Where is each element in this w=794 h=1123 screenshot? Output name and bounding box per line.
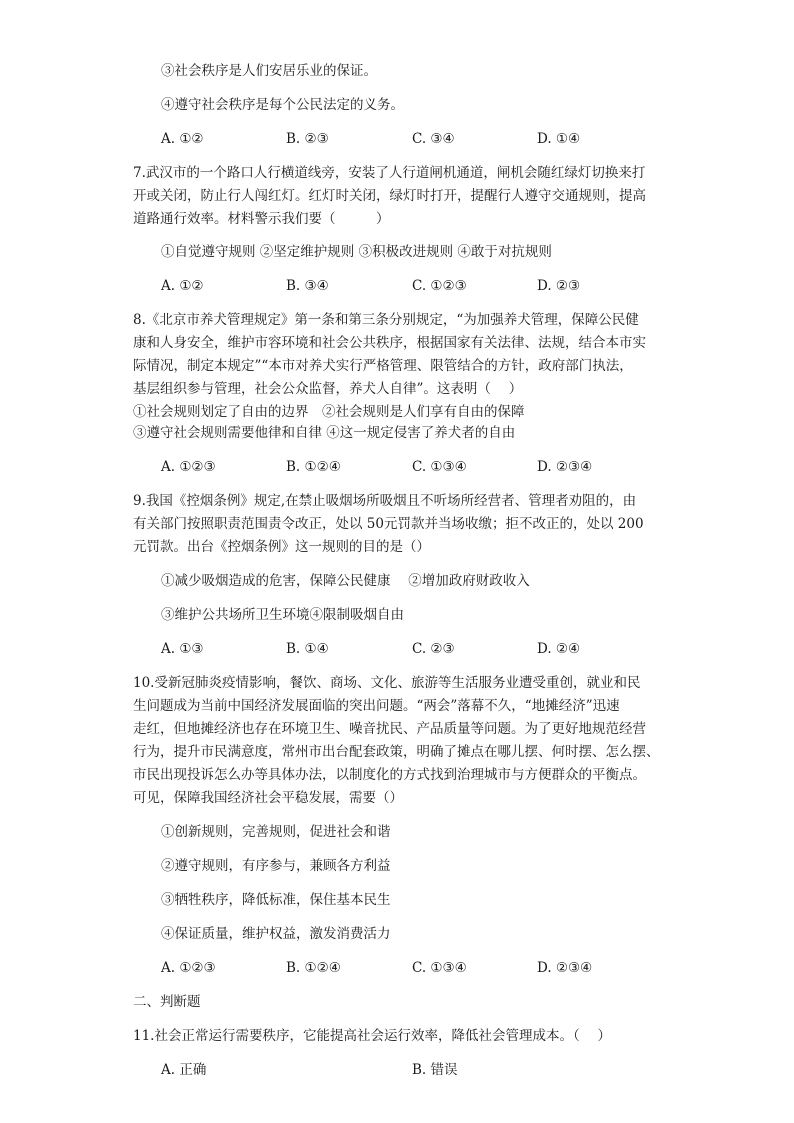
q6-option-d: D. ①④ [537, 131, 581, 147]
q7-option-b: B. ③④ [286, 278, 329, 294]
q7-option-a: A. ①② [161, 278, 204, 294]
q10-option-a: A. ①②③ [161, 960, 216, 976]
q8-line-4: 基层组织参与管理，社会公众监督，养犬人自律”。这表明（ ） [133, 381, 523, 397]
q10-line-5: 市民出现投诉怎么办等具体办法，以制度化的方式找到治理城市与方便群众的平衡点。 [133, 767, 646, 783]
q9-statements-1: ①减少吸烟造成的危害，保障公民健康 ②增加政府财政收入 [161, 573, 530, 589]
q8-statements-1: ①社会规则划定了自由的边界 ②社会规则是人们享有自由的保障 [133, 404, 525, 420]
q7-line-3: 道路通行效率。材料警示我们要（ ） [133, 211, 390, 227]
q9-line-2: 有关部门按照职责范围责令改正，处以 50元罚款并当场收缴；拒不改正的，处以 200 [133, 516, 644, 532]
q10-option-d: D. ②③④ [537, 960, 593, 976]
q10-line-2: 生问题成为当前中国经济发展面临的突出问题。“两会”落幕不久，“地摊经济”迅速 [133, 698, 620, 714]
q6-option-c: C. ③④ [412, 131, 455, 147]
q7-statements: ①自觉遵守规则 ②坚定维护规则 ③积极改进规则 ④敢于对抗规则 [161, 244, 552, 260]
q9-option-c: C. ②③ [412, 641, 455, 657]
q8-option-c: C. ①③④ [412, 459, 467, 475]
q8-line-2: 康和人身安全，维护市容环境和社会公共秩序，根据国家有关法律、法规，结合本市实 [133, 335, 646, 351]
q10-line-4: 行为，提升市民满意度，常州市出台配套政策，明确了摊点在哪儿摆、何时摆、怎么摆、 [133, 744, 660, 760]
q10-option-b: B. ①②④ [286, 960, 341, 976]
q8-option-d: D. ②③④ [537, 459, 593, 475]
q9-option-a: A. ①③ [161, 641, 204, 657]
q7-line-2: 开或关闭，防止行人闯红灯。红灯时关闭，绿灯时打开，提醒行人遵守交通规则，提高 [133, 188, 646, 204]
q6-option-a: A. ①② [161, 131, 204, 147]
q6-statement-4: ④遵守社会秩序是每个公民法定的义务。 [161, 97, 404, 113]
q10-statement-2: ②遵守规则，有序参与，兼顾各方利益 [161, 858, 391, 874]
q11-text: 11.社会正常运行需要秩序，它能提高社会运行效率，降低社会管理成本。（ ） [133, 1028, 612, 1044]
q9-option-b: B. ①④ [286, 641, 329, 657]
section-title-judgement: 二、判断题 [133, 994, 201, 1010]
q10-line-6: 可见，保障我国经济社会平稳发展，需要（） [133, 790, 403, 806]
q10-line-1: 10.受新冠肺炎疫情影响，餐饮、商场、文化、旅游等生活服务业遭受重创，就业和民 [133, 675, 641, 691]
q6-option-b: B. ②③ [286, 131, 329, 147]
q11-option-a: A. 正确 [161, 1062, 207, 1078]
q7-option-c: C. ①②③ [412, 278, 467, 294]
q10-statement-1: ①创新规则，完善规则，促进社会和谐 [161, 824, 391, 840]
q8-option-b: B. ①②④ [286, 459, 341, 475]
q9-line-1: 9.我国《控烟条例》规定,在禁止吸烟场所吸烟且不听场所经营者、管理者劝阻的，由 [133, 493, 637, 509]
q8-option-a: A. ①②③ [161, 459, 216, 475]
q8-statements-2: ③遵守社会规则需要他律和自律 ④这一规定侵害了养犬者的自由 [133, 425, 516, 441]
q9-line-3: 元罚款。出台《控烟条例》这一规则的目的是（） [133, 539, 430, 555]
q9-statements-2: ③维护公共场所卫生环境④限制吸烟自由 [161, 607, 404, 623]
q6-statement-3: ③社会秩序是人们安居乐业的保证。 [161, 63, 377, 79]
q10-statement-4: ④保证质量，维护权益，激发消费活力 [161, 926, 391, 942]
q11-option-b: B. 错误 [412, 1062, 458, 1078]
q10-option-c: C. ①③④ [412, 960, 467, 976]
q9-option-d: D. ②④ [537, 641, 581, 657]
q10-statement-3: ③牺牲秩序，降低标准，保住基本民生 [161, 892, 391, 908]
q8-line-3: 际情况，制定本规定”“本市对养犬实行严格管理、限管结合的方针，政府部门执法， [133, 358, 633, 374]
q7-line-1: 7.武汉市的一个路口人行横道线旁，安装了人行道闸机通道，闸机会随红绿灯切换来打 [133, 165, 646, 181]
q8-line-1: 8.《北京市养犬管理规定》第一条和第三条分别规定，“为加强养犬管理，保障公民健 [133, 312, 639, 328]
q10-line-3: 走红，但地摊经济也存在环境卫生、噪音扰民、产品质量等问题。为了更好地规范经营 [133, 721, 646, 737]
q7-option-d: D. ②③ [537, 278, 581, 294]
